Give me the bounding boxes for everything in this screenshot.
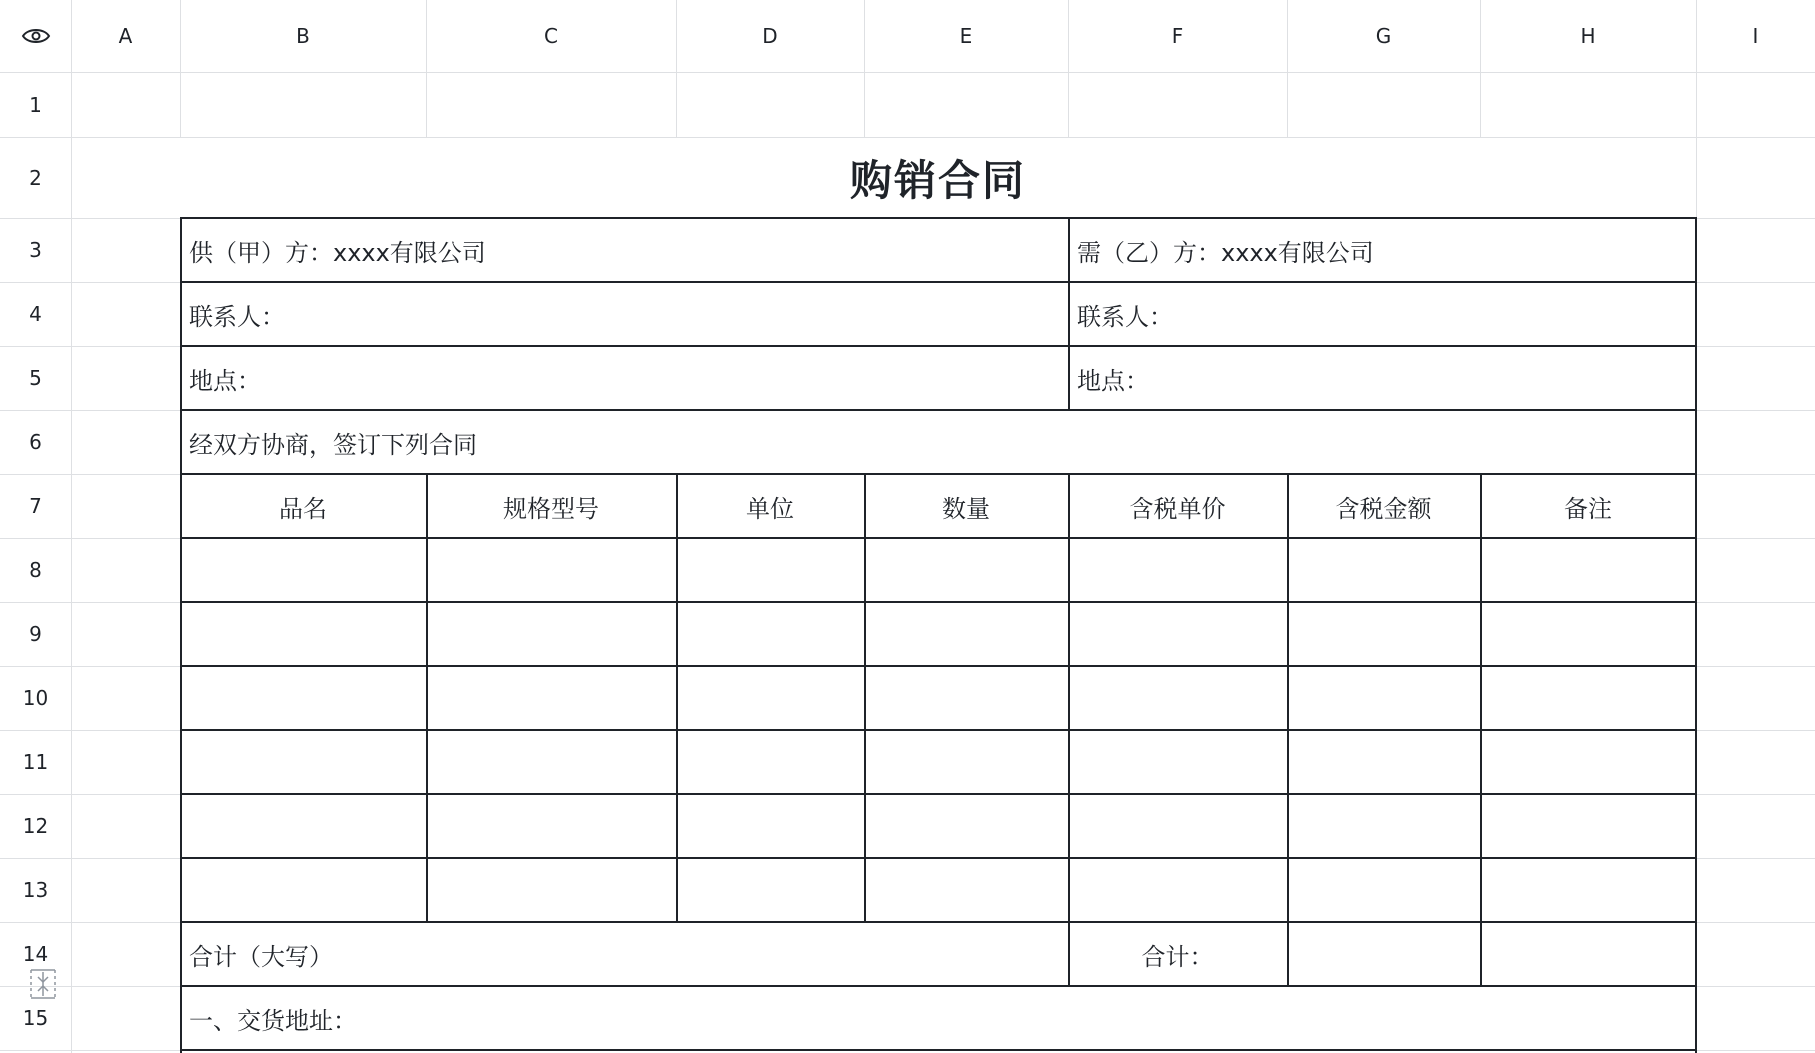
column-header-d[interactable]: D xyxy=(762,24,778,48)
row-header-15[interactable]: 15 xyxy=(22,1006,49,1030)
buyer-name-cell[interactable]: 需（乙）方：xxxx有限公司 xyxy=(1077,238,1374,267)
buyer-location-cell[interactable]: 地点： xyxy=(1077,366,1149,395)
supplier-contact-cell[interactable]: 联系人： xyxy=(189,302,285,331)
header-quantity[interactable]: 数量 xyxy=(942,494,990,523)
column-header-c[interactable]: C xyxy=(544,24,558,48)
row-header-7[interactable]: 7 xyxy=(29,494,42,518)
row-header-1[interactable]: 1 xyxy=(29,92,42,117)
column-header-b[interactable]: B xyxy=(296,24,310,48)
eye-icon[interactable] xyxy=(0,0,71,72)
agreement-cell[interactable]: 经双方协商，签订下列合同 xyxy=(189,430,477,459)
header-spec-model[interactable]: 规格型号 xyxy=(503,494,599,523)
delivery-address-cell[interactable]: 一、交货地址： xyxy=(189,1006,357,1035)
row-header-4[interactable]: 4 xyxy=(29,302,42,326)
header-amount-tax[interactable]: 含税金额 xyxy=(1335,494,1432,523)
row-header-2[interactable]: 2 xyxy=(29,165,42,190)
row-header-12[interactable]: 12 xyxy=(22,814,49,838)
column-header-i[interactable]: I xyxy=(1752,24,1759,48)
total-label-cell[interactable]: 合计： xyxy=(1141,942,1214,971)
contract-title[interactable]: 购销合同 xyxy=(849,155,1026,205)
row-header-10[interactable]: 10 xyxy=(22,686,49,710)
column-header-f[interactable]: F xyxy=(1171,24,1184,48)
header-unit-price-tax[interactable]: 含税单价 xyxy=(1129,494,1226,523)
row-header-11[interactable]: 11 xyxy=(22,750,49,774)
row-header-14[interactable]: 14 xyxy=(22,942,49,966)
column-header-e[interactable]: E xyxy=(959,24,973,48)
row-header-6[interactable]: 6 xyxy=(29,430,42,454)
supplier-location-cell[interactable]: 地点： xyxy=(189,366,261,395)
buyer-contact-cell[interactable]: 联系人： xyxy=(1077,302,1173,331)
total-upper-cell[interactable]: 合计（大写） xyxy=(189,942,333,971)
supplier-name-cell[interactable]: 供（甲）方：xxxx有限公司 xyxy=(189,238,486,267)
column-header-h[interactable]: H xyxy=(1580,24,1596,48)
header-product-name[interactable]: 品名 xyxy=(279,494,327,523)
freeze-rows-icon[interactable] xyxy=(28,968,58,1000)
row-header-8[interactable]: 8 xyxy=(29,558,42,582)
column-header-a[interactable]: A xyxy=(118,24,133,48)
row-header-3[interactable]: 3 xyxy=(29,238,42,262)
header-unit[interactable]: 单位 xyxy=(746,494,794,523)
column-header-g[interactable]: G xyxy=(1375,24,1392,48)
header-remarks[interactable]: 备注 xyxy=(1564,494,1612,523)
row-header-13[interactable]: 13 xyxy=(22,878,49,902)
row-header-5[interactable]: 5 xyxy=(29,366,42,390)
row-header-9[interactable]: 9 xyxy=(29,622,42,646)
